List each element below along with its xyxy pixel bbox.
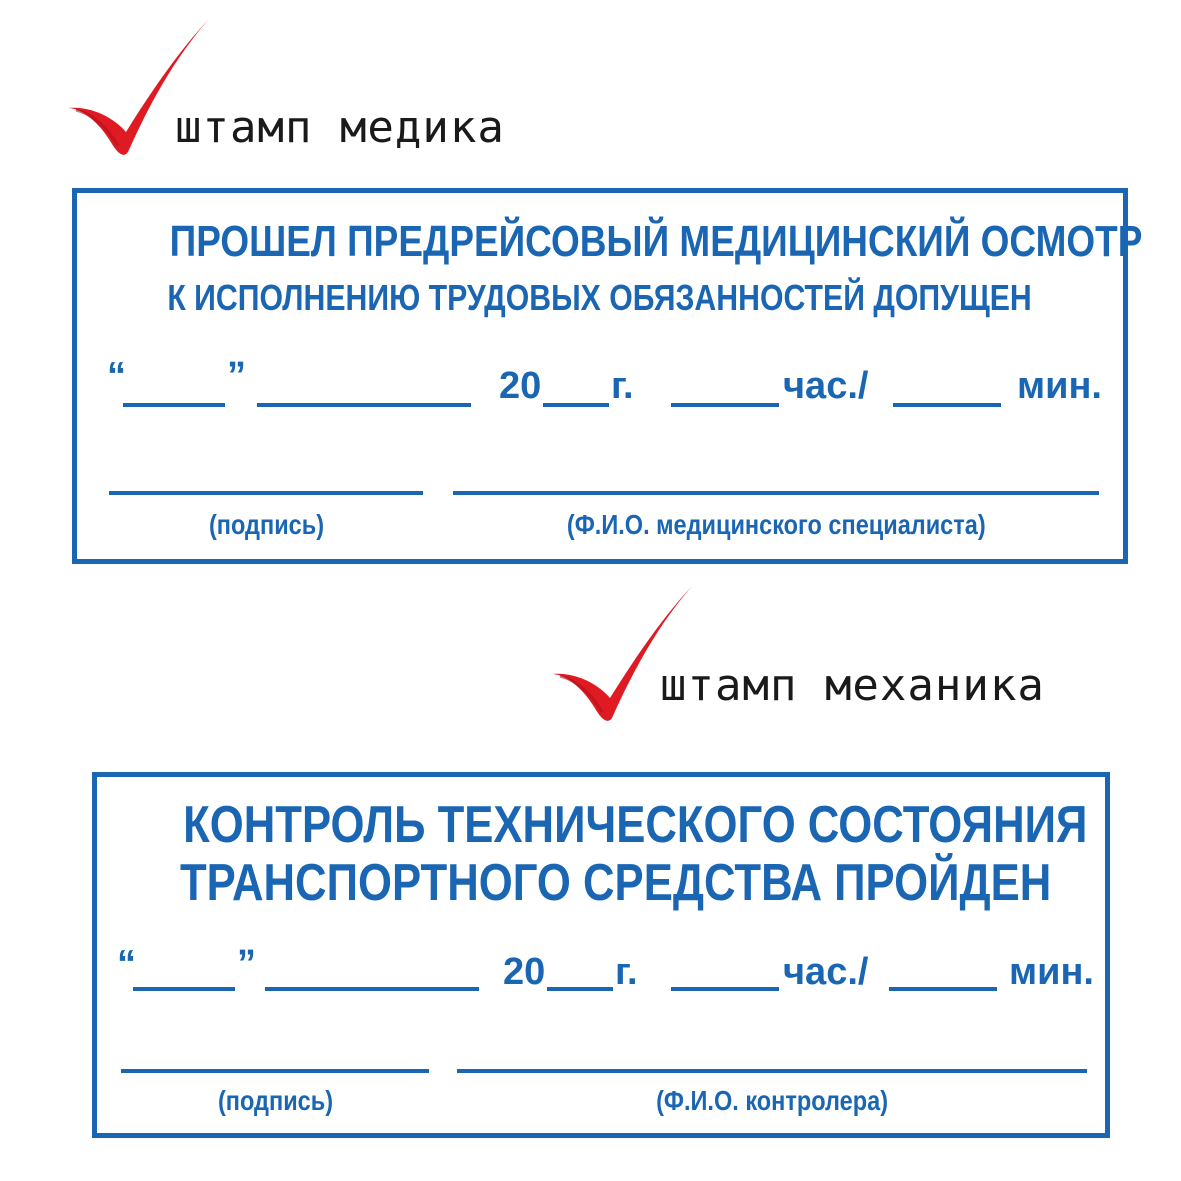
signature-line: [121, 1069, 429, 1073]
month-blank: [257, 403, 471, 407]
name-caption: (Ф.И.О. медицинского специалиста): [566, 509, 986, 540]
name-line: [453, 491, 1099, 495]
minutes-blank: [889, 987, 997, 991]
date-quote-close: ”: [227, 355, 246, 397]
mechanic-stamp-caption: штамп механика: [660, 660, 1045, 711]
mechanic-stamp-subtitle: ТРАНСПОРТНОГО СРЕДСТВА ПРОЙДЕН: [179, 854, 1052, 912]
medic-stamp-title: ПРОШЕЛ ПРЕДРЕЙСОВЫЙ МЕДИЦИНСКИЙ ОСМОТР: [169, 217, 1143, 266]
medic-stamp-subtitle: К ИСПОЛНЕНИЮ ТРУДОВЫХ ОБЯЗАННОСТЕЙ ДОПУЩЕН: [167, 277, 1033, 318]
mechanic-stamp: [92, 772, 1110, 1138]
signature-line: [109, 491, 423, 495]
hours-label: час./: [783, 951, 869, 993]
date-quote-open: “: [117, 943, 136, 985]
medic-stamp: [72, 188, 1143, 564]
minutes-label: мин.: [1009, 951, 1094, 993]
hours-blank: [671, 403, 779, 407]
year-suffix: г.: [615, 951, 638, 993]
day-blank: [123, 403, 225, 407]
name-caption: (Ф.И.О. контролера): [656, 1085, 888, 1116]
date-quote-open: “: [107, 355, 126, 397]
medic-stamp-caption: штамп медика: [175, 102, 505, 153]
name-line: [457, 1069, 1087, 1073]
year-prefix: 20: [499, 365, 542, 407]
year-suffix: г.: [611, 365, 634, 407]
year-prefix: 20: [503, 951, 546, 993]
year-blank: [547, 987, 613, 991]
day-blank: [133, 987, 235, 991]
date-quote-close: ”: [237, 943, 256, 985]
signature-caption: (подпись): [217, 1085, 333, 1116]
hours-label: час./: [783, 365, 869, 407]
signature-caption: (подпись): [208, 509, 324, 540]
year-blank: [543, 403, 609, 407]
minutes-label: мин.: [1017, 365, 1102, 407]
mechanic-stamp-title: КОНТРОЛЬ ТЕХНИЧЕСКОГО СОСТОЯНИЯ: [183, 796, 1088, 854]
minutes-blank: [893, 403, 1001, 407]
hours-blank: [671, 987, 779, 991]
month-blank: [265, 987, 479, 991]
